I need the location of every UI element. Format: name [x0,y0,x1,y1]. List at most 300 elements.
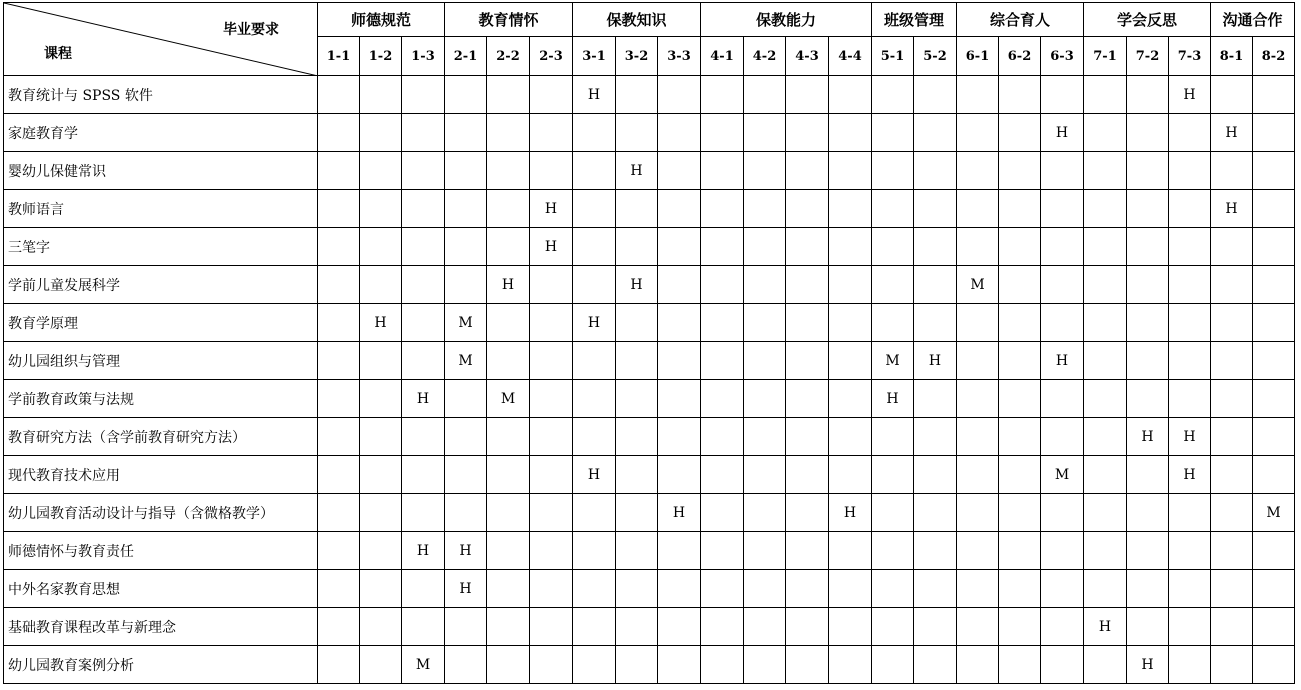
support-level-cell [658,380,701,418]
support-level-cell [786,76,829,114]
support-level-cell [957,418,999,456]
support-level-cell [999,152,1041,190]
support-level-cell [573,190,616,228]
support-level-cell [786,418,829,456]
support-level-cell [1127,570,1169,608]
support-level-cell [487,570,530,608]
requirement-sub-header: 8-2 [1253,37,1295,76]
support-level-cell [1253,532,1295,570]
support-level-cell [872,456,914,494]
support-level-cell [872,494,914,532]
support-level-cell [914,228,957,266]
support-level-cell [957,76,999,114]
support-level-cell [487,342,530,380]
table-row [4,190,1295,228]
support-level-cell [829,76,872,114]
support-level-cell [1041,380,1084,418]
support-level-cell: M [957,266,999,304]
support-level-cell [1211,342,1253,380]
support-level-cell [1084,228,1127,266]
support-level-cell [616,380,658,418]
support-level-cell [530,646,573,684]
support-level-cell [1084,266,1127,304]
support-level-cell [1084,532,1127,570]
support-level-cell [360,646,402,684]
requirement-sub-header: 6-2 [999,37,1041,76]
support-level-cell [872,646,914,684]
support-level-cell [1169,342,1211,380]
support-level-cell [487,304,530,342]
support-level-cell [786,228,829,266]
table-row [4,494,1295,532]
support-level-cell [1127,114,1169,152]
support-level-cell [530,304,573,342]
support-level-cell: H [1169,76,1211,114]
support-level-cell [318,380,360,418]
support-level-cell [318,266,360,304]
support-level-cell [1211,532,1253,570]
course-name-cell: 三笔字 [4,228,318,266]
support-level-cell [744,570,786,608]
support-level-cell: H [402,532,445,570]
support-level-cell [1211,418,1253,456]
support-level-cell [487,532,530,570]
support-level-cell [1084,570,1127,608]
support-level-cell [658,76,701,114]
support-level-cell [318,342,360,380]
support-level-cell [573,380,616,418]
support-level-cell [914,418,957,456]
support-level-cell [786,114,829,152]
support-level-cell: H [1211,190,1253,228]
course-name-cell: 学前儿童发展科学 [4,266,318,304]
support-level-cell [701,266,744,304]
support-level-cell [914,532,957,570]
support-level-cell [914,456,957,494]
requirement-sub-header: 4-2 [744,37,786,76]
support-level-cell: H [1127,418,1169,456]
support-level-cell [957,380,999,418]
support-level-cell [573,608,616,646]
support-level-cell [573,152,616,190]
support-level-cell [360,456,402,494]
support-level-cell [744,304,786,342]
requirement-sub-header: 2-1 [445,37,487,76]
support-level-cell [1127,532,1169,570]
table-row [4,608,1295,646]
support-level-cell [786,266,829,304]
support-level-cell [658,304,701,342]
support-level-cell [1169,266,1211,304]
support-level-cell [1169,114,1211,152]
support-level-cell [402,304,445,342]
support-level-cell [573,494,616,532]
support-level-cell [872,608,914,646]
support-level-cell [829,114,872,152]
requirement-sub-header: 4-4 [829,37,872,76]
support-level-cell: H [914,342,957,380]
support-level-cell [1253,646,1295,684]
support-level-cell [402,114,445,152]
support-level-cell [616,532,658,570]
support-level-cell [829,152,872,190]
support-level-cell [999,304,1041,342]
support-level-cell [616,114,658,152]
support-level-cell [616,190,658,228]
requirement-sub-header: 6-3 [1041,37,1084,76]
support-level-cell [829,646,872,684]
support-level-cell [445,152,487,190]
table-body [4,76,1295,684]
support-level-cell [487,494,530,532]
support-level-cell [829,190,872,228]
support-level-cell [1084,76,1127,114]
course-name-cell: 家庭教育学 [4,114,318,152]
support-level-cell [1253,304,1295,342]
support-level-cell: H [658,494,701,532]
support-level-cell [658,532,701,570]
support-level-cell [872,266,914,304]
support-level-cell [360,532,402,570]
support-level-cell [1169,570,1211,608]
support-level-cell [658,152,701,190]
support-level-cell: H [487,266,530,304]
support-level-cell [445,266,487,304]
support-level-cell [318,570,360,608]
support-level-cell [829,380,872,418]
support-level-cell [1127,266,1169,304]
support-level-cell [957,152,999,190]
requirement-sub-header: 2-2 [487,37,530,76]
course-name-cell: 教育统计与 SPSS 软件 [4,76,318,114]
support-level-cell: H [616,266,658,304]
support-level-cell [1169,228,1211,266]
support-level-cell [1041,608,1084,646]
support-level-cell [786,342,829,380]
requirement-sub-header: 4-1 [701,37,744,76]
support-level-cell [402,190,445,228]
support-level-cell [701,494,744,532]
support-level-cell: H [616,152,658,190]
support-level-cell [402,494,445,532]
support-level-cell [402,152,445,190]
support-level-cell [445,380,487,418]
support-level-cell [957,494,999,532]
support-level-cell [701,76,744,114]
support-level-cell [744,494,786,532]
support-level-cell [318,608,360,646]
support-level-cell [402,342,445,380]
support-level-cell [573,114,616,152]
table-row [4,532,1295,570]
support-level-cell [1211,304,1253,342]
course-name-cell: 幼儿园组织与管理 [4,342,318,380]
support-level-cell: M [445,304,487,342]
table-row [4,114,1295,152]
support-level-cell [445,76,487,114]
support-level-cell [1169,646,1211,684]
support-level-cell [530,266,573,304]
support-level-cell [360,570,402,608]
support-level-cell [872,190,914,228]
support-level-cell [402,228,445,266]
support-level-cell [872,114,914,152]
requirement-sub-header: 6-1 [957,37,999,76]
support-level-cell [445,114,487,152]
support-level-cell [573,532,616,570]
support-level-cell [487,190,530,228]
support-level-cell [744,456,786,494]
support-level-cell [487,152,530,190]
support-level-cell [1127,76,1169,114]
support-level-cell [1084,494,1127,532]
support-level-cell [573,646,616,684]
support-level-cell [1127,342,1169,380]
support-level-cell [658,190,701,228]
table-row [4,570,1295,608]
requirement-sub-header: 2-3 [530,37,573,76]
support-level-cell [914,608,957,646]
support-level-cell [829,266,872,304]
course-name-cell: 中外名家教育思想 [4,570,318,608]
course-name-cell: 现代教育技术应用 [4,456,318,494]
support-level-cell [573,342,616,380]
support-level-cell [701,342,744,380]
support-level-cell [616,228,658,266]
support-level-cell [573,266,616,304]
support-level-cell [1253,380,1295,418]
support-level-cell [914,114,957,152]
support-level-cell [1041,570,1084,608]
requirement-sub-header: 7-1 [1084,37,1127,76]
support-level-cell: H [1169,456,1211,494]
support-level-cell [999,646,1041,684]
support-level-cell [999,570,1041,608]
support-level-cell [829,228,872,266]
support-level-cell [658,456,701,494]
support-level-cell [914,380,957,418]
support-level-cell [658,608,701,646]
support-level-cell [701,456,744,494]
requirement-sub-header: 7-3 [1169,37,1211,76]
support-level-cell [530,76,573,114]
support-level-cell [744,76,786,114]
support-level-cell [487,76,530,114]
support-level-cell [1041,304,1084,342]
support-level-cell: M [487,380,530,418]
support-level-cell: M [1041,456,1084,494]
support-level-cell [1127,304,1169,342]
support-level-cell [1211,266,1253,304]
support-level-cell: H [1169,418,1211,456]
support-level-cell: M [1253,494,1295,532]
support-level-cell [1127,608,1169,646]
support-level-cell [1127,152,1169,190]
support-level-cell [1169,190,1211,228]
support-level-cell [658,228,701,266]
support-level-cell [914,152,957,190]
support-level-cell [1211,570,1253,608]
support-level-cell [1253,418,1295,456]
support-level-cell [1169,152,1211,190]
table-row [4,76,1295,114]
table-row [4,456,1295,494]
support-level-cell [1253,570,1295,608]
support-level-cell [914,646,957,684]
support-level-cell: M [402,646,445,684]
support-level-cell [1127,494,1169,532]
support-level-cell [1169,532,1211,570]
support-level-cell [1211,646,1253,684]
support-level-cell [829,608,872,646]
support-level-cell [914,266,957,304]
graduation-requirements-label: 毕业要求 [223,22,279,38]
support-level-cell [786,494,829,532]
support-level-cell [1169,380,1211,418]
requirement-sub-header: 1-2 [360,37,402,76]
support-level-cell [402,456,445,494]
support-level-cell [530,494,573,532]
support-level-cell [1041,532,1084,570]
requirement-group-header: 沟通合作 [1211,3,1295,37]
support-level-cell [530,380,573,418]
support-level-cell [318,190,360,228]
support-level-cell [1084,152,1127,190]
support-level-cell [701,114,744,152]
support-level-cell [786,304,829,342]
support-level-cell [701,608,744,646]
table-row [4,152,1295,190]
support-level-cell [658,570,701,608]
support-level-cell [360,608,402,646]
support-level-cell: H [573,76,616,114]
support-level-cell [1041,76,1084,114]
support-level-cell [573,418,616,456]
support-level-cell [318,418,360,456]
support-level-cell [744,418,786,456]
support-level-cell: H [530,190,573,228]
support-level-cell [445,190,487,228]
support-level-cell [701,418,744,456]
requirement-group-header: 教育情怀 [445,3,573,37]
support-level-cell [1211,494,1253,532]
support-level-cell [318,646,360,684]
support-level-cell [786,608,829,646]
support-level-cell [318,228,360,266]
support-level-cell [445,228,487,266]
table-row [4,228,1295,266]
support-level-cell [616,456,658,494]
course-name-cell: 教育学原理 [4,304,318,342]
support-level-cell [360,342,402,380]
support-level-cell [402,266,445,304]
support-level-cell [999,494,1041,532]
support-level-cell [573,228,616,266]
support-level-cell [1169,608,1211,646]
support-level-cell [616,570,658,608]
corner-header-cell [4,3,318,76]
requirement-sub-header: 3-1 [573,37,616,76]
support-level-cell [360,114,402,152]
support-level-cell [1211,608,1253,646]
support-level-cell [829,342,872,380]
requirement-group-header: 师德规范 [318,3,445,37]
support-level-cell [1127,456,1169,494]
support-level-cell [1253,266,1295,304]
course-name-cell: 教育研究方法（含学前教育研究方法） [4,418,318,456]
support-level-cell [786,646,829,684]
course-label: 课程 [44,46,72,62]
support-level-cell [1253,342,1295,380]
support-level-cell [360,418,402,456]
support-level-cell [616,304,658,342]
support-level-cell [999,456,1041,494]
support-level-cell [1041,228,1084,266]
support-level-cell [957,342,999,380]
support-level-cell [530,456,573,494]
support-level-cell [318,532,360,570]
support-level-cell [701,532,744,570]
course-name-cell: 学前教育政策与法规 [4,380,318,418]
course-name-cell: 幼儿园教育案例分析 [4,646,318,684]
support-level-cell [957,114,999,152]
support-level-cell [318,152,360,190]
support-level-cell [957,570,999,608]
support-level-cell [1041,266,1084,304]
diagonal-line [4,3,318,76]
support-level-cell [360,228,402,266]
support-level-cell: H [573,304,616,342]
support-level-cell [701,570,744,608]
support-level-cell [487,456,530,494]
support-level-cell [360,190,402,228]
support-level-cell: M [872,342,914,380]
support-level-cell [999,190,1041,228]
table-row [4,380,1295,418]
support-level-cell: H [360,304,402,342]
requirement-sub-header: 4-3 [786,37,829,76]
support-level-cell [658,418,701,456]
support-level-cell [872,418,914,456]
support-level-cell [786,190,829,228]
support-level-cell [872,152,914,190]
support-level-cell [658,266,701,304]
support-level-cell [402,570,445,608]
support-level-cell [1041,494,1084,532]
support-level-cell [1084,418,1127,456]
requirement-sub-header: 3-3 [658,37,701,76]
requirement-group-header: 班级管理 [872,3,957,37]
support-level-cell [530,570,573,608]
support-level-cell: H [530,228,573,266]
requirement-sub-header: 5-1 [872,37,914,76]
support-level-cell [1211,76,1253,114]
support-level-cell [616,646,658,684]
support-level-cell [914,304,957,342]
support-level-cell [999,418,1041,456]
support-level-cell: H [829,494,872,532]
requirement-group-header: 保教能力 [701,3,872,37]
support-level-cell [487,646,530,684]
support-level-cell [318,304,360,342]
course-name-cell: 婴幼儿保健常识 [4,152,318,190]
support-level-cell [786,456,829,494]
support-level-cell [360,266,402,304]
support-level-cell [957,646,999,684]
requirement-group-header: 学会反思 [1084,3,1211,37]
support-level-cell: H [402,380,445,418]
requirement-sub-header: 5-2 [914,37,957,76]
